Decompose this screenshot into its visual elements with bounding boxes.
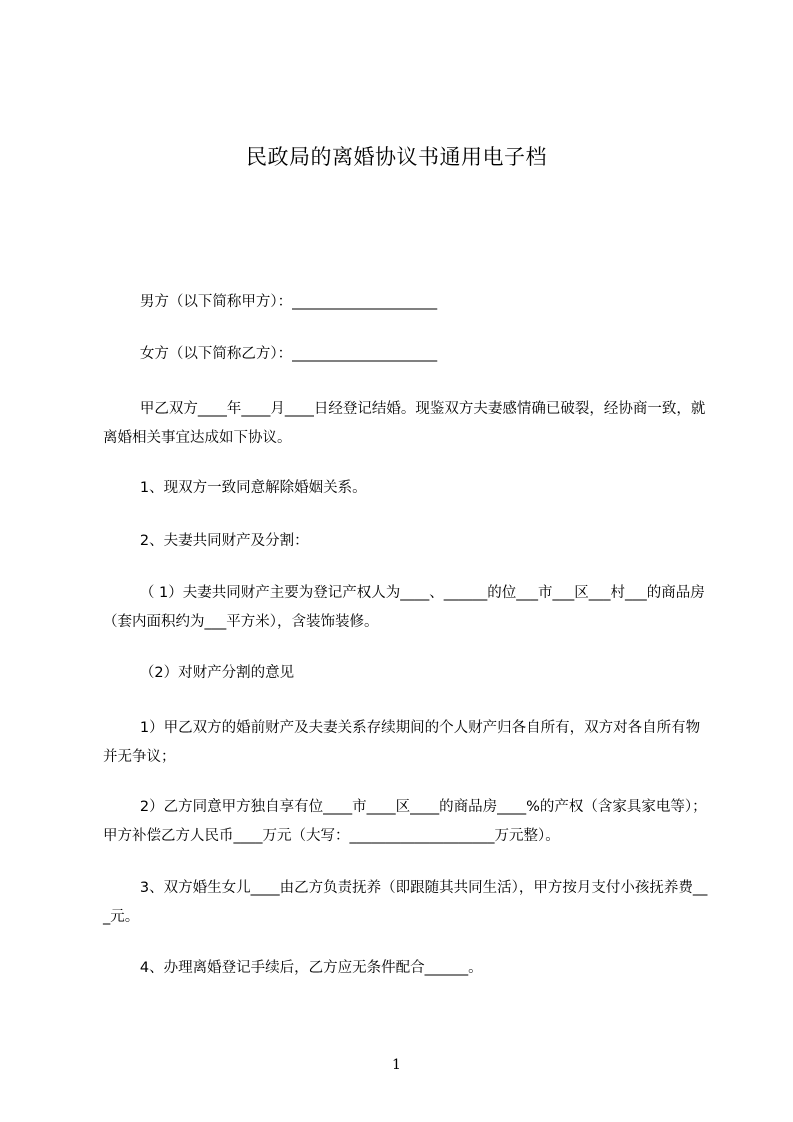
paragraph-clause-2-2-2: 2）乙方同意甲方独自享有位____市____区____的商品房____%的产权（含家具家电等）；甲方补偿乙方人民币____万元（大写：____________________万元整）。	[103, 799, 707, 844]
paragraph-male-party: 男方（以下简称甲方）：____________________	[103, 294, 438, 310]
paragraph-preamble: 甲乙双方____年____月____日经登记结婚。现鉴双方夫妻感情确已破裂，经协商一致，就离婚相关事宜达成如下协议。	[103, 401, 706, 446]
paragraph-clause-2-2: （2）对财产分割的意见	[103, 665, 295, 681]
document-title: 民政局的离婚协议书通用电子档	[246, 145, 547, 169]
paragraph-clause-4: 4、办理离婚登记手续后，乙方应无条件配合______。	[103, 960, 483, 976]
paragraph-clause-2-1: （ 1）夫妻共同财产主要为登记产权人为____、______的位___市___区___村___的商品房（套内面积约为___平方米），含装饰装修。	[103, 585, 705, 630]
paragraph-clause-2-2-1: 1）甲乙双方的婚前财产及夫妻关系存续期间的个人财产归各自所有，双方对各自所有物并无争议；	[103, 720, 701, 765]
paragraph-clause-2: 2、夫妻共同财产及分割：	[103, 533, 309, 549]
paragraph-clause-3: 3、双方婚生女儿____由乙方负责抚养（即跟随其共同生活），甲方按月支付小孩抚养费___元。	[103, 880, 708, 925]
paragraph-female-party: 女方（以下简称乙方）：____________________	[103, 346, 438, 362]
page-number: 1	[392, 1057, 401, 1073]
paragraph-clause-1: 1、现双方一致同意解除婚姻关系。	[103, 480, 367, 496]
